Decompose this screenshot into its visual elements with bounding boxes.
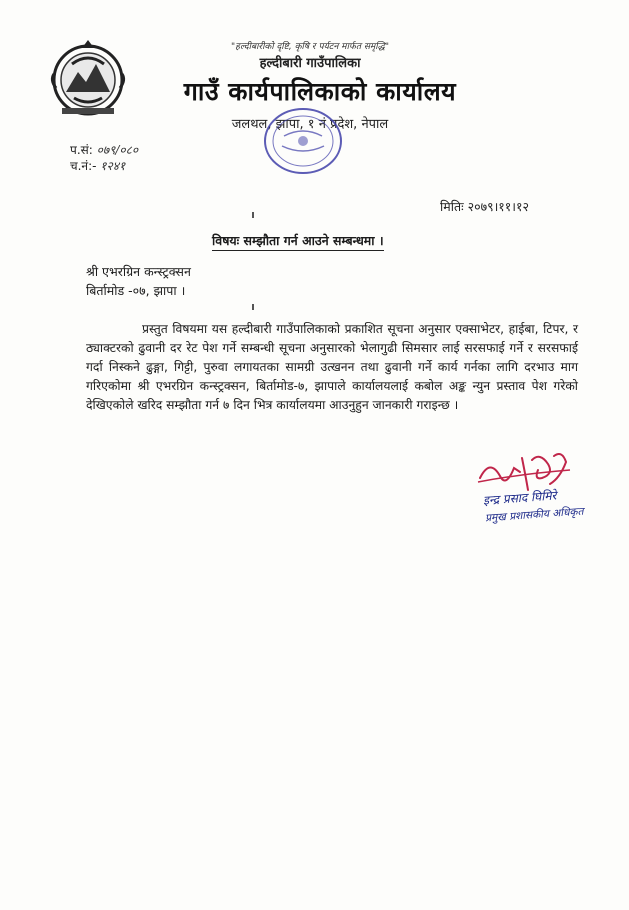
recipient-address: बिर्तामोड -०७, झापा । — [86, 283, 186, 298]
recipient-block — [86, 262, 191, 300]
letter-subject: विषयः सम्झौता गर्न आउने सम्बन्धमा । — [212, 232, 384, 251]
margin-mark — [252, 212, 254, 218]
office-address: जलथल, झापा, १ नं प्रदेश, नेपाल — [231, 117, 389, 132]
rural-municipality-name: हल्दीबारी गाउँपालिका — [259, 56, 361, 71]
office-stamp-icon — [260, 104, 346, 178]
patra-sankhya — [70, 142, 138, 158]
body-paragraph: प्रस्तुत विषयमा यस हल्दीबारी गाउँपालिकाको प्रकाशित सूचना अनुसार एक्साभेटर, हाईबा, टिपर, र ठ्याक्टरको ढुवानी दर रेट पेश गर्ने सम्बन्धी सूचना अनुसारको भेलागुढी सिमसार लाई सरसफाई गर्ने र सरसफाई गर्दा निस्कने ढुङ्गा, गिट्टी, पुरुवा लगायतका सामग्री उत्खनन तथा ढुवानी गर्ने कार्य गर्नका लागि दरभाउ माग गरिएकोमा श्री एभरग्रिन कन्स्ट्रक्सन, बिर्तामोड-७, झापाले कार्यालयलाई कबोल अङ्क न्युन प्रस्ताव पेश गरेको देखिएकोले खरिद सम्झौता गर्न ७ दिन भित्र कार्यालयमा आउनुहुन जानकारी गराइन्छ । — [86, 322, 578, 412]
recipient-name: श्री एभरग्रिन कन्स्ट्रक्सन — [86, 264, 191, 279]
signatory-title: प्रमुख प्रशासकीय अधिकृत — [484, 505, 584, 525]
patra-sankhya-label: प.सं: — [70, 143, 93, 157]
nepal-emblem-icon — [44, 34, 132, 122]
office-title: गाउँ कार्यपालिकाको कार्यालय — [183, 77, 457, 106]
chalani-label: च.नं:- — [70, 159, 97, 173]
signatory-name: इन्द्र प्रसाद घिमिरे — [482, 488, 557, 508]
letter-body — [86, 320, 578, 415]
chalani-number — [70, 158, 138, 174]
chalani-value: १२४१ — [100, 159, 126, 173]
letter-date: मितिः २०७९।११।१२ — [440, 199, 530, 214]
motto: "हल्दीबारीको दृष्टि, कृषि र पर्यटन मार्फत समृद्धि" — [231, 42, 389, 52]
patra-sankhya-value: ०७९/०८० — [96, 143, 139, 157]
reference-block — [70, 142, 138, 174]
margin-mark — [252, 304, 254, 310]
